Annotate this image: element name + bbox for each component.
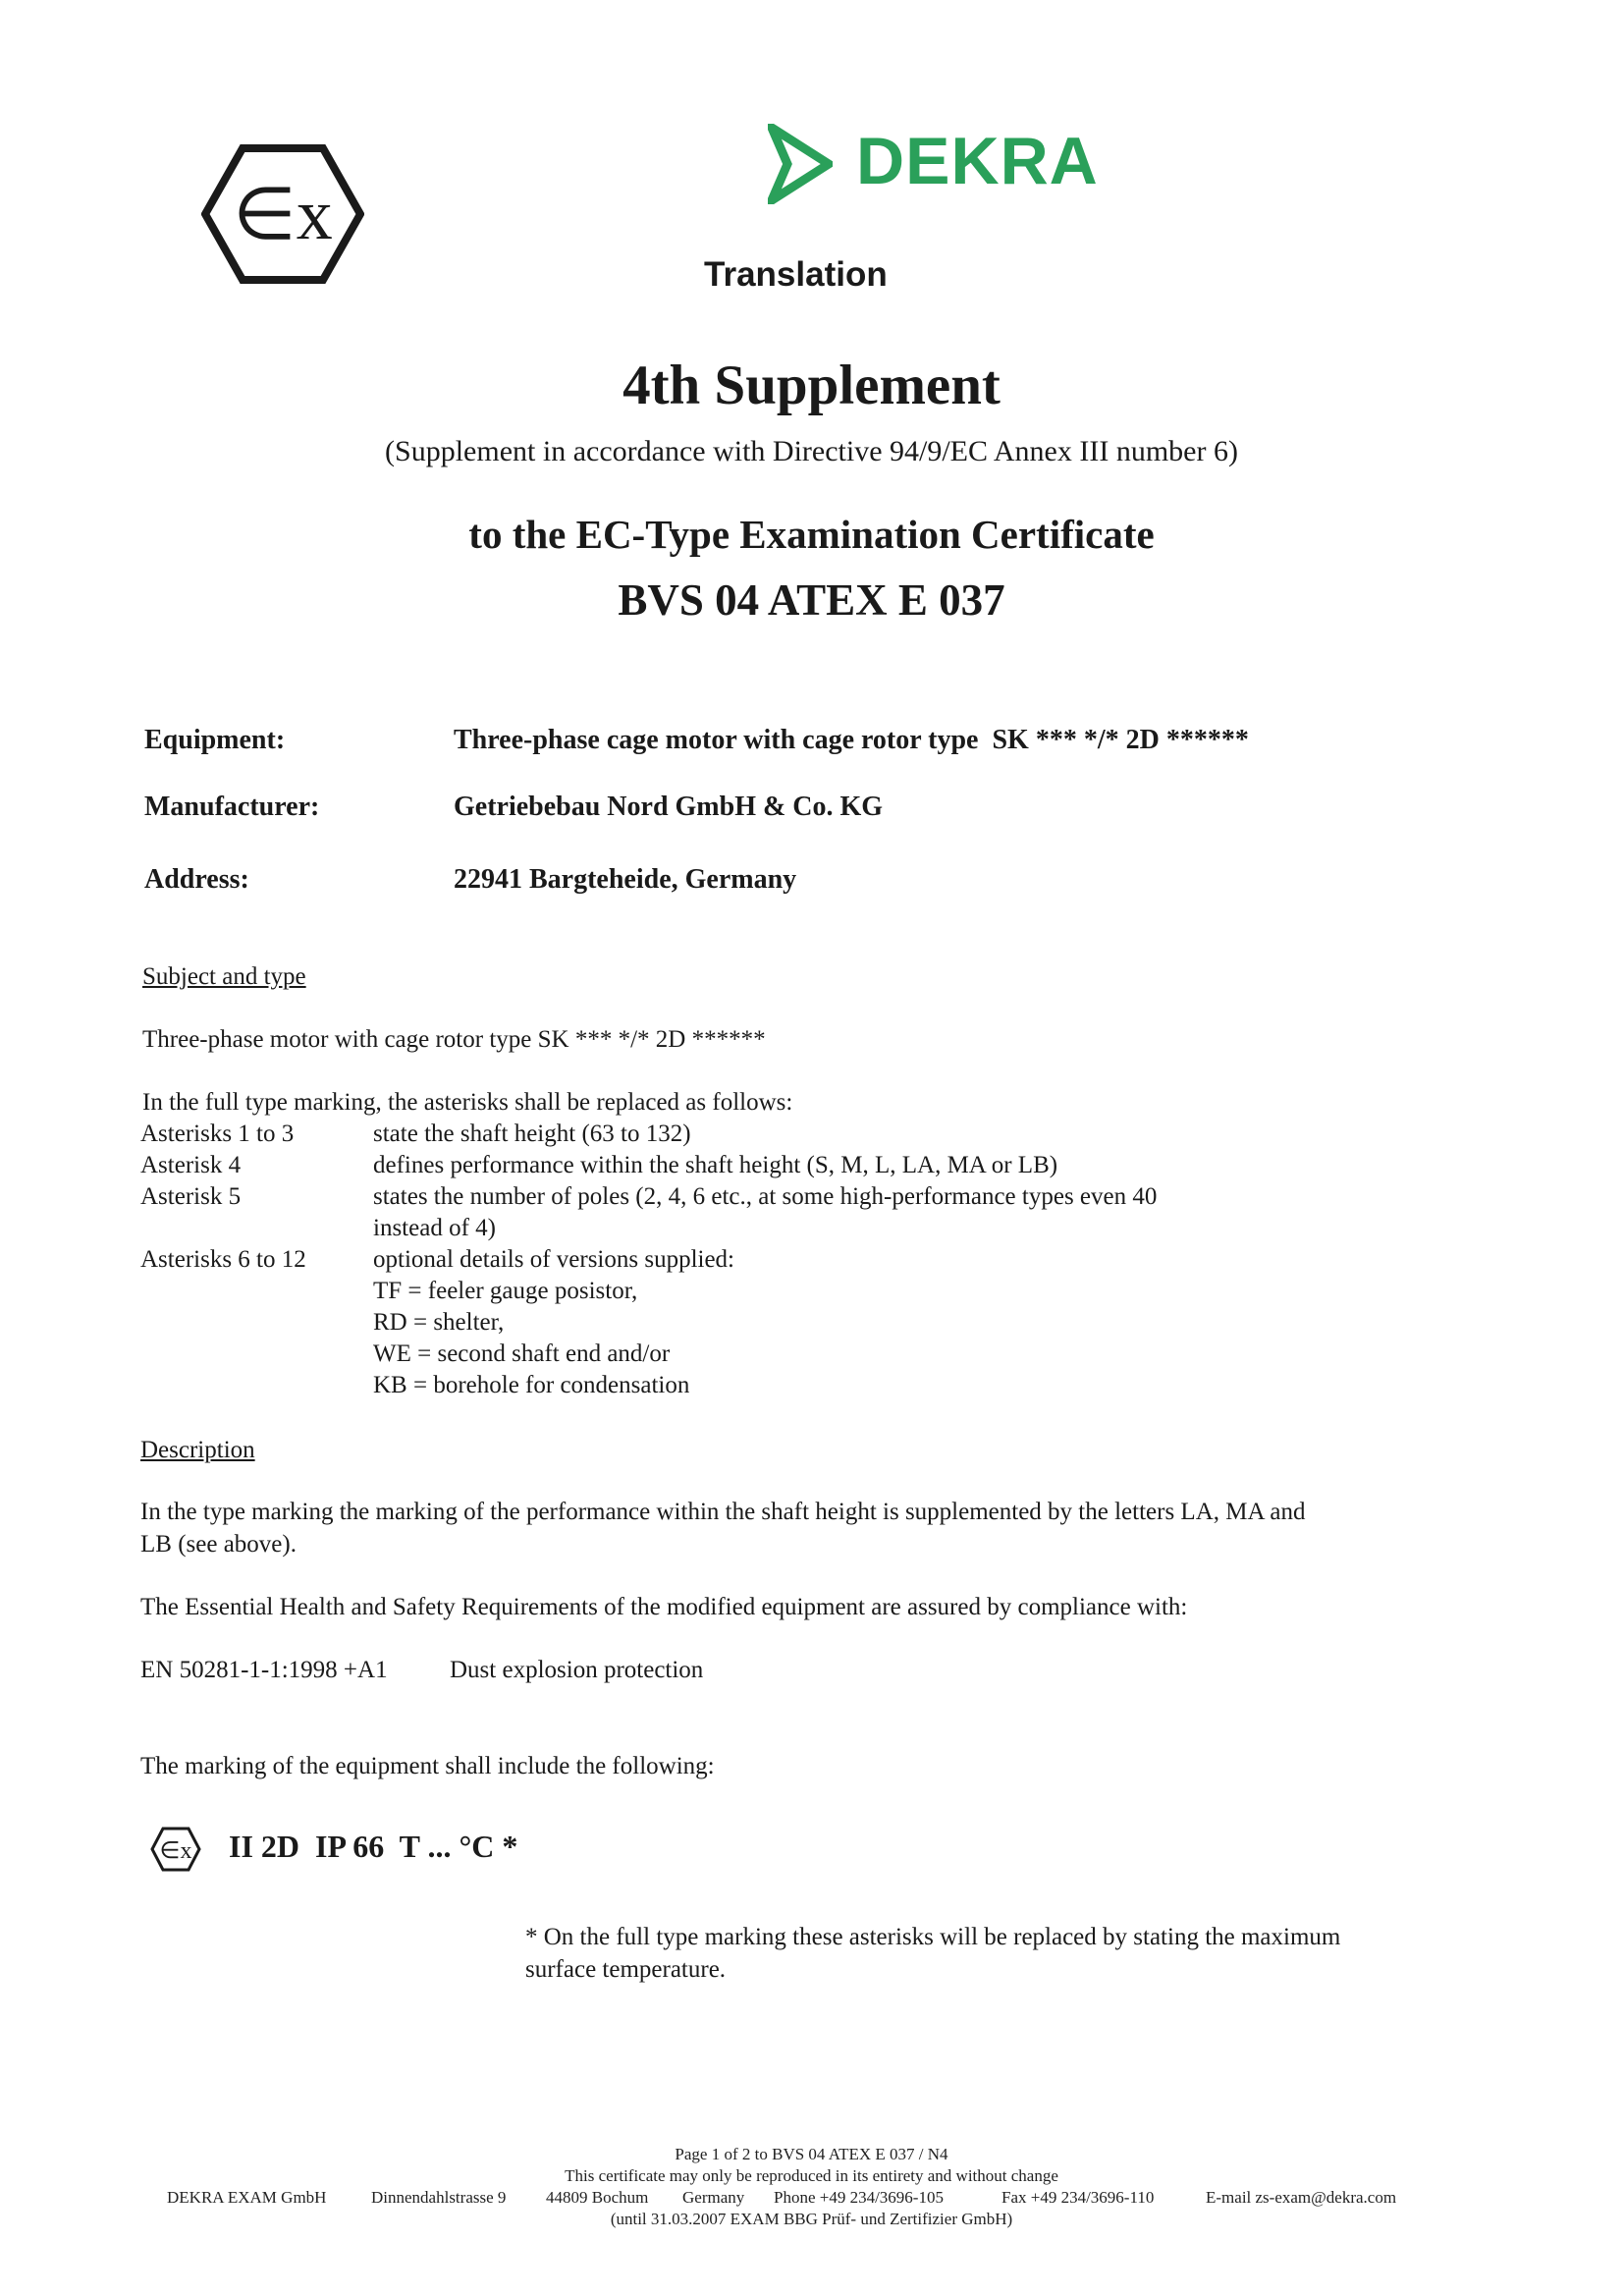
svg-text:∈x: ∈x — [159, 1838, 192, 1864]
dekra-wordmark: DEKRA — [856, 124, 1099, 198]
description-para2: The Essential Health and Safety Requirements of the modified equipment are assured by compliance with: — [140, 1594, 1188, 1620]
equipment-marking: II 2D IP 66 T ... °C * — [229, 1829, 518, 1864]
footer-country: Germany — [682, 2188, 745, 2207]
marking-intro: The marking of the equipment shall include the following: — [140, 1753, 715, 1779]
equipment-label: Equipment: — [144, 725, 286, 755]
certificate-title: to the EC-Type Examination Certificate — [468, 512, 1155, 557]
description-para1-line2: LB (see above). — [140, 1531, 297, 1558]
subject-heading: Subject and type — [142, 963, 306, 990]
marking-note-line2: surface temperature. — [525, 1956, 727, 1983]
address-value: 22941 Bargteheide, Germany — [454, 864, 797, 895]
footer-street: Dinnendahlstrasse 9 — [371, 2188, 507, 2207]
asterisk-key: Asterisks 6 to 12 — [140, 1246, 306, 1273]
certificate-number: BVS 04 ATEX E 037 — [618, 575, 1005, 625]
asterisk-desc: instead of 4) — [373, 1215, 496, 1241]
ex-hexagon-logo — [201, 144, 364, 284]
footer-fax: Fax +49 234/3696-110 — [1001, 2188, 1155, 2207]
standard-description: Dust explosion protection — [450, 1657, 704, 1683]
address-label: Address: — [144, 864, 249, 895]
asterisk-key: Asterisk 5 — [140, 1183, 242, 1210]
supplement-subtitle: (Supplement in accordance with Directive 94/9/EC Annex III number 6) — [385, 435, 1238, 467]
footer-reproduction-note: This certificate may only be reproduced in its entirety and without change — [565, 2166, 1058, 2185]
description-para1-line1: In the type marking the marking of the performance within the shaft height is supplemented by the letters LA, MA and — [140, 1499, 1306, 1525]
asterisk-desc: KB = borehole for condensation — [373, 1372, 690, 1398]
asterisk-key: Asterisk 4 — [140, 1152, 242, 1178]
footer-city: 44809 Bochum — [546, 2188, 649, 2207]
footer-email[interactable]: E-mail zs-exam@dekra.com — [1206, 2188, 1397, 2207]
supplement-title: 4th Supplement — [622, 355, 1001, 416]
asterisk-desc: TF = feeler gauge posistor, — [373, 1278, 638, 1304]
translation-label: Translation — [704, 255, 888, 294]
asterisk-desc: RD = shelter, — [373, 1309, 505, 1336]
description-heading: Description — [140, 1437, 255, 1463]
marking-note-line1: * On the full type marking these asterisks will be replaced by stating the maximum — [525, 1924, 1341, 1950]
asterisks-intro: In the full type marking, the asterisks shall be replaced as follows: — [142, 1089, 793, 1116]
ex-small-icon — [150, 1827, 201, 1872]
standard-number: EN 50281-1-1:1998 +A1 — [140, 1657, 388, 1683]
description-para1 — [140, 1496, 1495, 1560]
asterisk-desc: state the shaft height (63 to 132) — [373, 1121, 691, 1147]
marking-note — [525, 1921, 1488, 1986]
equipment-value: Three-phase cage motor with cage rotor type SK *** */* 2D ****** — [454, 725, 1249, 755]
asterisk-desc: optional details of versions supplied: — [373, 1246, 735, 1273]
footer-former-name: (until 31.03.2007 EXAM BBG Prüf- und Zertifizier GmbH) — [610, 2210, 1013, 2228]
manufacturer-label: Manufacturer: — [144, 792, 320, 822]
footer-company: DEKRA EXAM GmbH — [167, 2188, 327, 2207]
asterisk-key: Asterisks 1 to 3 — [140, 1121, 295, 1147]
dekra-logo — [768, 120, 1099, 208]
footer-phone: Phone +49 234/3696-105 — [774, 2188, 944, 2207]
asterisk-desc: WE = second shaft end and/or — [373, 1340, 671, 1367]
svg-text:∈x: ∈x — [233, 175, 333, 255]
asterisk-desc: defines performance within the shaft height (S, M, L, LA, MA or LB) — [373, 1152, 1058, 1178]
subject-type-line: Three-phase motor with cage rotor type SK *** */* 2D ****** — [142, 1026, 766, 1053]
asterisk-desc: states the number of poles (2, 4, 6 etc., at some high-performance types even 40 — [373, 1183, 1158, 1210]
footer-page-number: Page 1 of 2 to BVS 04 ATEX E 037 / N4 — [675, 2145, 948, 2163]
dekra-arrow-icon — [768, 124, 833, 204]
manufacturer-value: Getriebebau Nord GmbH & Co. KG — [454, 792, 884, 822]
